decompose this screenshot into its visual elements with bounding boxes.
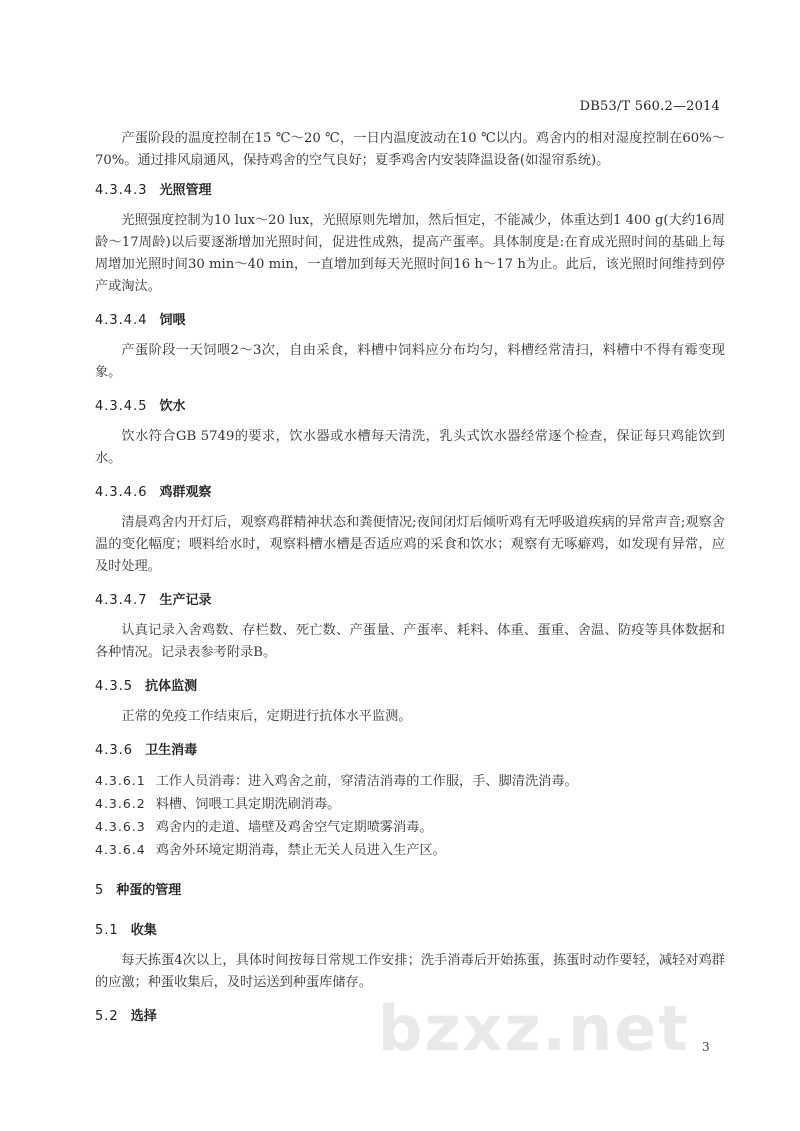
- heading-4-3-6: [95, 740, 725, 762]
- heading-4-3-5: [95, 676, 725, 698]
- section-number: 4.3.4.3: [95, 183, 148, 198]
- section-number: 5.2: [95, 1009, 119, 1024]
- item-text: 工作人员消毒：进入鸡舍之前，穿清洁消毒的工作服，手、脚清洗消毒。: [155, 774, 578, 789]
- section-title: 收集: [130, 923, 157, 938]
- heading-4-3-4-6: [95, 482, 725, 504]
- item-number: 4.3.6.1: [95, 773, 146, 788]
- section-number: 4.3.4.7: [95, 593, 148, 608]
- paragraph-antibody: 正常的免疫工作结束后，定期进行抗体水平监测。: [121, 709, 412, 724]
- list-item: [95, 839, 725, 862]
- heading-4-3-4-5: [95, 396, 725, 418]
- section-title: 抗体监测: [145, 679, 198, 694]
- list-item: [95, 770, 725, 793]
- heading-4-3-4-3: [95, 180, 725, 202]
- item-number: 4.3.6.2: [95, 796, 146, 811]
- watermark-logo: bzxz.net: [378, 992, 690, 1065]
- paragraph-temperature: 产蛋阶段的温度控制在15 ℃～20 ℃，一日内温度波动在10 ℃以内。鸡舍内的相对湿度控制在60%～70%。通过排风扇通风，保持鸡舍的空气良好；夏季鸡舍内安装降温设备(如湿帘系统)。: [95, 131, 725, 168]
- heading-5: [95, 880, 725, 902]
- heading-5-1: [95, 920, 725, 942]
- item-number: 4.3.6.4: [95, 842, 146, 857]
- item-text: 料槽、饲喂工具定期洗刷消毒。: [155, 797, 341, 812]
- section-title: 种蛋的管理: [116, 883, 182, 898]
- section-number: 5: [95, 883, 105, 898]
- section-number: 4.3.5: [95, 679, 134, 694]
- paragraph-water: 饮水符合GB 5749的要求，饮水器或水槽每天清洗，乳头式饮水器经常逐个检查，保证每只鸡能饮到水。: [95, 429, 725, 466]
- paragraph-records: 认真记录入舍鸡数、存栏数、死亡数、产蛋量、产蛋率、耗料、体重、蛋重、舍温、防疫等具体数据和各种情况。记录表参考附录B。: [95, 623, 725, 660]
- paragraph-observation: 清晨鸡舍内开灯后，观察鸡群精神状态和粪便情况;夜间闭灯后倾听鸡有无呼吸道疾病的异常声音;观察舍温的变化幅度；喂料给水时，观察料槽水槽是否适应鸡的采食和饮水；观察有无啄癖鸡，如发现有异常，应及时处理。: [95, 515, 725, 574]
- section-number: 4.3.4.6: [95, 485, 148, 500]
- section-title: 饲喂: [159, 313, 186, 328]
- section-number: 4.3.4.4: [95, 313, 148, 328]
- section-title: 鸡群观察: [159, 485, 212, 500]
- section-title: 卫生消毒: [145, 743, 198, 758]
- standard-code: DB53/T 560.2—2014: [579, 99, 720, 114]
- section-number: 4.3.6: [95, 743, 134, 758]
- list-item: [95, 793, 725, 816]
- item-text: 鸡舍内的走道、墙壁及鸡舍空气定期喷雾消毒。: [155, 820, 433, 835]
- section-title: 选择: [130, 1009, 157, 1024]
- section-title: 生产记录: [159, 593, 212, 608]
- section-title: 光照管理: [159, 183, 212, 198]
- heading-4-3-4-7: [95, 590, 725, 612]
- item-text: 鸡舍外环境定期消毒，禁止无关人员进入生产区。: [155, 843, 446, 858]
- item-number: 4.3.6.3: [95, 819, 146, 834]
- page-number: 3: [702, 1040, 710, 1054]
- section-number: 5.1: [95, 923, 119, 938]
- paragraph-collection: 每天拣蛋4次以上，具体时间按每日常规工作安排；洗手消毒后开始拣蛋，拣蛋时动作要轻，减轻对鸡群的应激；种蛋收集后，及时运送到种蛋库储存。: [95, 953, 725, 990]
- list-item: [95, 816, 725, 839]
- heading-4-3-4-4: [95, 310, 725, 332]
- page-content: [95, 128, 725, 1028]
- paragraph-lighting: 光照强度控制为10 lux～20 lux，光照原则先增加，然后恒定，不能减少，体重达到1 400 g(大约16周龄～17周龄)以后要逐渐增加光照时间，促进性成熟，提高产蛋率。具体制度是:在育成光照时间的基础上每周增加光照时间30 min～40 min，一直增加到每天光照时间16 h～17 h为止。此后，该光照时间维持到停产或淘汰。: [95, 213, 725, 294]
- section-title: 饮水: [159, 399, 186, 414]
- section-number: 4.3.4.5: [95, 399, 148, 414]
- paragraph-feeding: 产蛋阶段一天饲喂2～3次，自由采食，料槽中饲料应分布均匀，料槽经常清扫，料槽中不得有霉变现象。: [95, 343, 725, 380]
